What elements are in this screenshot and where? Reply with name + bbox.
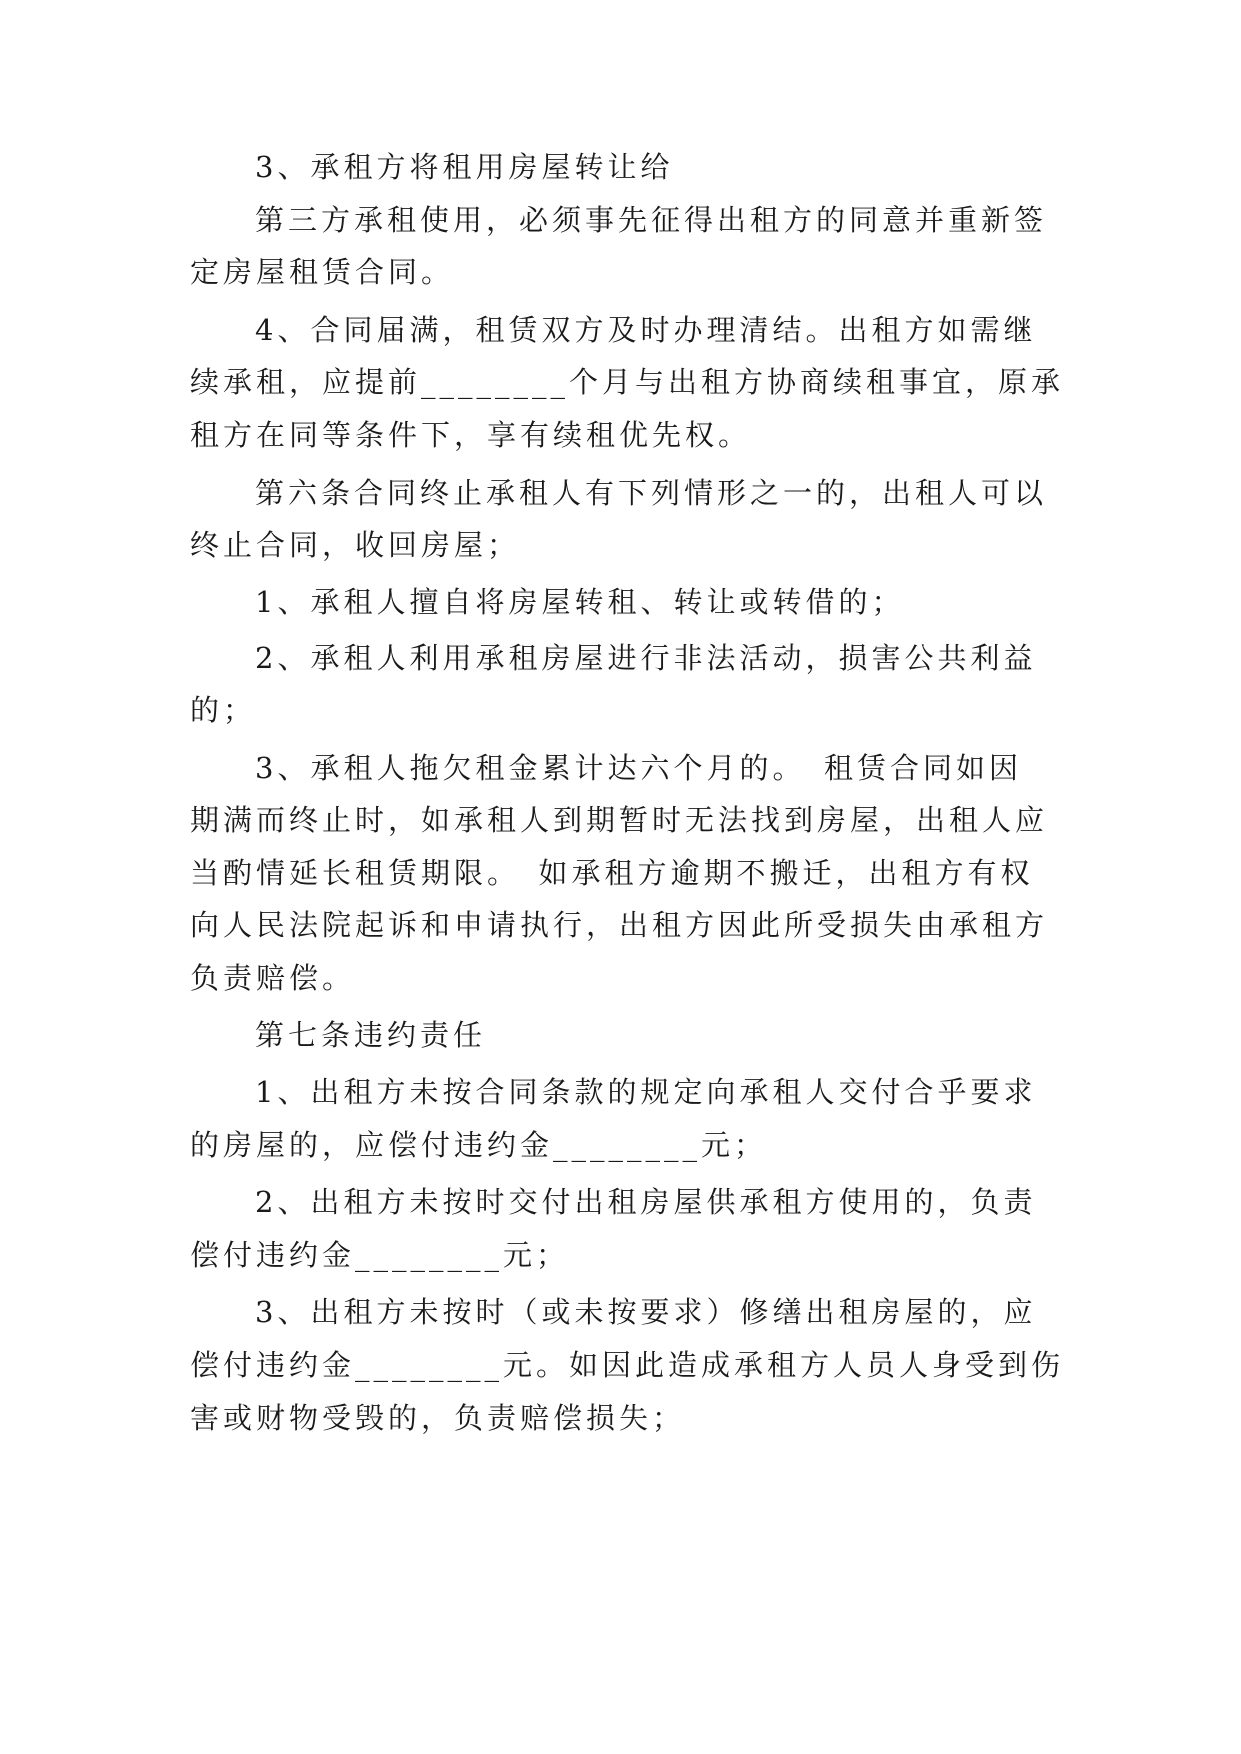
text-line: 续承租，应提前________个月与出租方协商续租事宜，原承 xyxy=(190,365,1065,399)
text-line: 偿付违约金________元； xyxy=(190,1238,570,1272)
text-line: 第三方承租使用，必须事先征得出租方的同意并重新签 xyxy=(255,203,1048,237)
text-line: 3、承租人拖欠租金累计达六个月的。 租赁合同如因 xyxy=(255,751,1022,785)
text-line: 2、出租方未按时交付出租房屋供承租方使用的，负责 xyxy=(255,1185,1037,1219)
text-line: 3、承租方将租用房屋转让给 xyxy=(255,150,674,184)
text-line: 期满而终止时，如承租人到期暂时无法找到房屋，出租人应 xyxy=(190,803,1049,837)
text-line: 偿付违约金________元。如因此造成承租方人员人身受到伤 xyxy=(190,1348,1065,1382)
text-line: 的； xyxy=(190,693,257,727)
text-line: 3、出租方未按时（或未按要求）修缮出租房屋的，应 xyxy=(255,1295,1037,1329)
text-line: 4、合同届满，租赁双方及时办理清结。出租方如需继 xyxy=(255,313,1037,347)
text-line: 定房屋租赁合同。 xyxy=(190,255,455,289)
text-line: 第六条合同终止承租人有下列情形之一的，出租人可以 xyxy=(255,476,1048,510)
text-line: 向人民法院起诉和申请执行，出租方因此所受损失由承租方 xyxy=(190,908,1049,942)
text-line: 第七条违约责任 xyxy=(255,1018,487,1052)
text-line: 终止合同，收回房屋； xyxy=(190,528,521,562)
text-line: 害或财物受毁的，负责赔偿损失； xyxy=(190,1401,686,1435)
text-line: 当酌情延长租赁期限。 如承租方逾期不搬迁，出租方有权 xyxy=(190,856,1034,890)
text-line: 负责赔偿。 xyxy=(190,961,356,995)
text-line: 2、承租人利用承租房屋进行非法活动，损害公共利益 xyxy=(255,641,1037,675)
text-line: 1、承租人擅自将房屋转租、转让或转借的； xyxy=(255,585,905,619)
text-line: 1、出租方未按合同条款的规定向承租人交付合乎要求 xyxy=(255,1075,1037,1109)
text-line: 的房屋的，应偿付违约金________元； xyxy=(190,1128,768,1162)
text-line: 租方在同等条件下，享有续租优先权。 xyxy=(190,418,752,452)
